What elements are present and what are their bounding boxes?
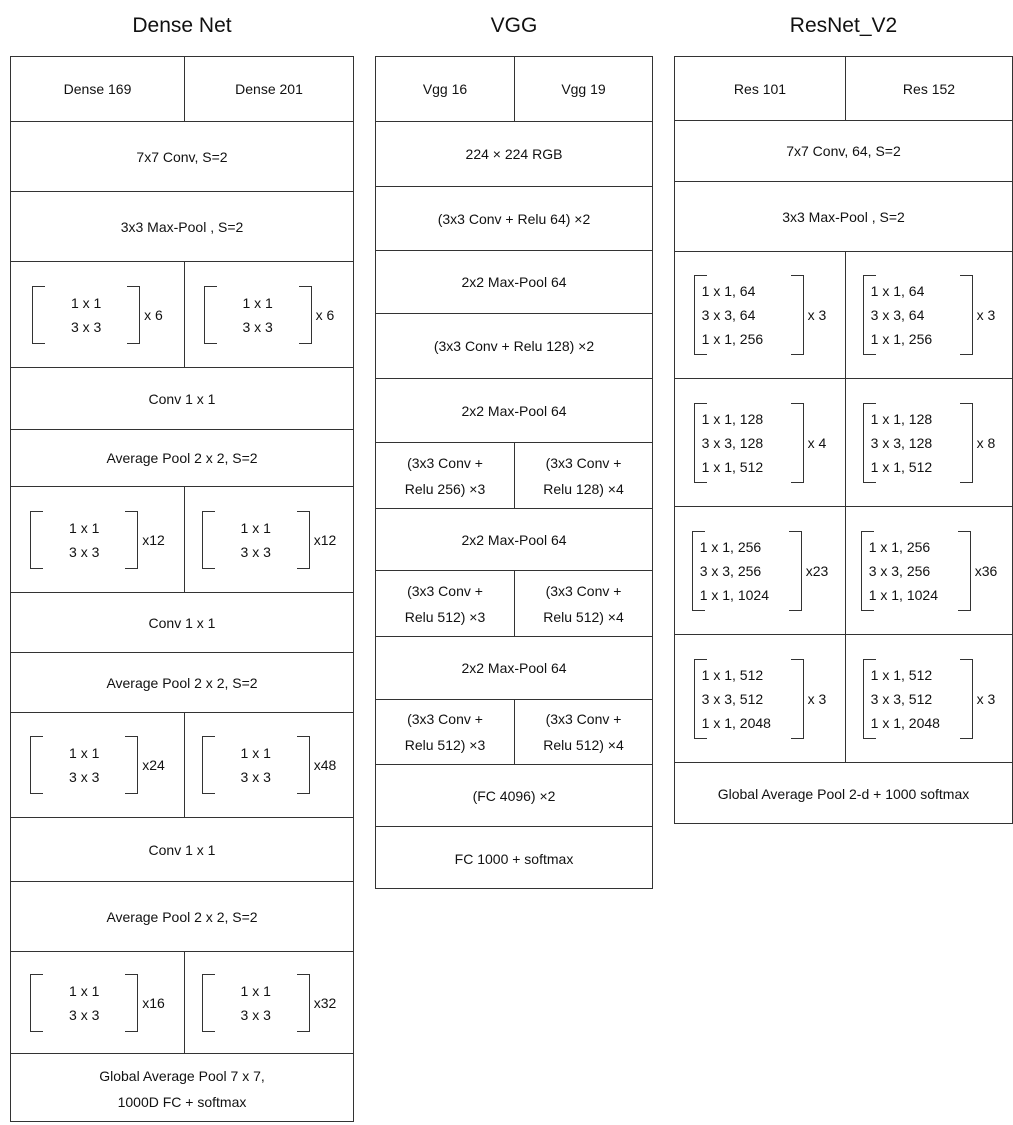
layer-line: 1 x 1 [69,519,100,536]
bracket [202,736,310,794]
dense-conv1-a: Conv 1 x 1 [148,390,216,407]
dense-avgpool-a: Average Pool 2 x 2, S=2 [106,450,258,466]
res-152-block-2 [845,379,1012,506]
vgg-16-conv512a [376,571,514,636]
layer-line: 1 x 1, 64 [701,283,756,299]
bracket [204,286,312,344]
vgg-19-header: Vgg 19 [514,57,652,121]
dense-conv7-row [11,122,353,192]
res-conv7: 7x7 Conv, 64, S=2 [786,143,901,159]
densenet-header-row [11,57,353,122]
dense-avgpool-a-row [11,430,353,487]
bracket [32,286,140,344]
layer-line: 1 x 1, 256 [699,538,762,555]
layer-line: 3 x 3 [242,318,273,335]
res-maxpool: 3x3 Max-Pool , S=2 [782,208,905,225]
dense-conv1-b-row [11,593,353,653]
vgg-header-row [376,57,652,122]
res-152-block-1 [845,252,1012,378]
res-152-header: Res 152 [845,57,1012,120]
layer-line: 1 x 1, 512 [701,666,764,683]
layer-line: 1 x 1, 128 [701,410,764,427]
dense-201-block-b [184,487,353,592]
repeat-count: x23 [805,562,829,579]
res-final: Global Average Pool 2-d + 1000 softmax [717,786,970,802]
dense-final [11,1054,353,1123]
dense-avgpool-c-row [11,882,353,952]
vgg-input-row [376,122,652,187]
dense-conv1-b: Conv 1 x 1 [148,614,216,631]
layer-line: 1 x 1, 256 [701,331,764,347]
vgg-pool1-row [376,251,652,314]
layer-line: 3 x 3, 512 [870,690,933,707]
dense-169-block-d [11,952,184,1053]
layer-line: 3 x 3, 128 [701,434,764,451]
res-152-block-3 [845,507,1012,634]
layer-line: 3 x 3 [70,318,102,335]
repeat-count: x 3 [976,307,996,323]
res-block-1-row [675,252,1012,379]
dense-169-block-a [11,262,184,367]
layer-line: 1 x 1 [242,294,273,311]
cell-line: (3x3 Conv + [545,454,622,471]
repeat-count: x 8 [976,434,996,451]
densenet-table [10,56,354,1122]
dense-block-c-row [11,713,353,818]
vgg-conv512b-row [376,700,652,765]
densenet-title: Dense Net [132,14,232,37]
bracket [861,531,971,611]
bracket [694,659,804,739]
repeat-count: x 3 [807,690,827,707]
layer-line: 3 x 3, 512 [701,690,764,707]
repeat-count: x24 [142,757,165,773]
vgg-pool3: 2x2 Max-Pool 64 [461,531,567,548]
dense-169-block-b [11,487,184,592]
cell-line: Relu 128) ×4 [543,480,624,497]
res-101-block-4 [675,635,845,762]
layer-line: 1 x 1 [70,294,102,311]
repeat-count: x 6 [144,306,163,323]
res-maxpool-row [675,182,1012,252]
repeat-count: x32 [313,994,337,1011]
layer-line: 3 x 3 [240,769,271,785]
resnet-header-row [675,57,1012,121]
res-block-2-row [675,379,1012,507]
vgg-conv64-row [376,187,652,251]
dense-block-b-row [11,487,353,593]
cell-line: Relu 512) ×3 [404,737,486,753]
bracket [202,974,310,1032]
cell-line: (3x3 Conv + [545,711,622,727]
layer-line: 1 x 1, 512 [701,458,764,475]
dense-final-line-2: 1000D FC + softmax [117,1093,247,1110]
vgg-fc4096-row [376,765,652,827]
dense-maxpool-row [11,192,353,262]
res-152-block-4 [845,635,1012,762]
dense-201-header: Dense 201 [184,57,353,121]
vgg-conv256-row [376,443,652,509]
cell-line: (3x3 Conv + [407,711,483,727]
bracket [863,275,973,355]
layer-line: 1 x 1 [69,982,100,999]
vgg-pool2-row [376,379,652,443]
vgg-pool4-row [376,637,652,700]
vgg-fc4096: (FC 4096) ×2 [472,787,556,804]
vgg-fc1000-row [376,827,652,890]
res-block-4-row [675,635,1012,763]
repeat-count: x 4 [807,434,827,451]
layer-line: 3 x 3, 64 [870,307,925,323]
vgg-conv512a-row [376,571,652,637]
vgg-title: VGG [490,14,538,37]
resnet-table [674,56,1013,824]
layer-line: 3 x 3, 256 [699,562,762,579]
bracket [30,974,138,1032]
layer-line: 1 x 1 [240,745,271,761]
dense-block-d-row [11,952,353,1054]
vgg-conv128-row [376,314,652,379]
cell-line: Relu 512) ×3 [404,608,486,625]
repeat-count: x 3 [976,690,996,707]
dense-conv1-c: Conv 1 x 1 [148,841,216,858]
layer-line: 1 x 1, 2048 [870,714,940,731]
cell-line: (3x3 Conv + [407,454,483,471]
dense-maxpool: 3x3 Max-Pool , S=2 [120,218,244,235]
dense-conv7: 7x7 Conv, S=2 [136,148,228,165]
vgg-19-conv256 [514,443,652,508]
res-block-3-row [675,507,1012,635]
layer-line: 1 x 1, 256 [868,538,931,555]
layer-line: 3 x 3 [69,1006,100,1023]
layer-line: 1 x 1 [240,519,271,536]
dense-avgpool-c: Average Pool 2 x 2, S=2 [106,908,258,925]
res-101-header: Res 101 [733,80,787,97]
dense-block-a-row [11,262,353,368]
vgg-table [375,56,653,889]
res-final-row [675,763,1012,825]
res-101-block-3 [675,507,845,634]
layer-line: 1 x 1, 256 [870,331,933,347]
vgg-conv128: (3x3 Conv + Relu 128) ×2 [433,338,595,354]
layer-line: 3 x 3, 64 [701,307,756,323]
layer-line: 3 x 3 [69,543,100,560]
layer-line: 3 x 3, 256 [868,562,931,579]
vgg-input: 224 × 224 RGB [465,146,563,162]
vgg-16-conv256 [376,443,514,508]
layer-line: 1 x 1, 512 [870,666,933,683]
layer-line: 3 x 3 [69,769,100,785]
repeat-count: x12 [142,531,165,548]
layer-line: 1 x 1, 1024 [699,586,769,603]
cell-line: Relu 512) ×4 [543,608,624,625]
cell-line: Relu 256) ×3 [404,480,486,497]
cell-line: (3x3 Conv + [545,582,622,599]
dense-169-header: Dense 169 [63,81,132,97]
res-101-block-1 [675,252,845,378]
vgg-16-conv512b [376,700,514,764]
repeat-count: x36 [974,562,998,579]
vgg-19-conv512b [514,700,652,764]
dense-avgpool-b-row [11,653,353,713]
layer-line: 3 x 3 [240,1006,271,1023]
layer-line: 1 x 1 [240,982,271,999]
bracket [694,275,804,355]
layer-line: 1 x 1 [69,745,100,761]
repeat-count: x12 [313,531,337,548]
dense-201-block-a [184,262,353,367]
vgg-pool3-row [376,509,652,571]
vgg-fc1000: FC 1000 + softmax [454,850,574,867]
vgg-19-conv512a [514,571,652,636]
vgg-pool4: 2x2 Max-Pool 64 [461,660,567,676]
repeat-count: x16 [142,994,165,1011]
layer-line: 1 x 1, 512 [870,458,933,475]
vgg-pool1: 2x2 Max-Pool 64 [461,274,567,290]
bracket [202,511,310,569]
dense-201-block-c [184,713,353,817]
vgg-conv64: (3x3 Conv + Relu 64) ×2 [437,210,591,227]
cell-line: (3x3 Conv + [407,582,483,599]
res-101-block-2 [675,379,845,506]
layer-line: 3 x 3 [240,543,271,560]
dense-avgpool-b: Average Pool 2 x 2, S=2 [106,674,258,691]
dense-final-row [11,1054,353,1123]
vgg-pool2: 2x2 Max-Pool 64 [461,402,567,419]
bracket [30,511,138,569]
res-conv7-row [675,121,1012,182]
dense-conv1-c-row [11,818,353,882]
resnet-title: ResNet_V2 [789,14,898,37]
repeat-count: x48 [313,757,337,773]
dense-final-line-1: Global Average Pool 7 x 7, [99,1067,265,1084]
dense-201-block-d [184,952,353,1053]
repeat-count: x 3 [807,307,827,323]
bracket [863,659,973,739]
bracket [30,736,138,794]
vgg-16-header: Vgg 16 [422,81,468,97]
layer-line: 1 x 1, 64 [870,283,925,299]
layer-line: 1 x 1, 2048 [701,714,771,731]
layer-line: 1 x 1, 1024 [868,586,938,603]
cell-line: Relu 512) ×4 [543,737,624,753]
bracket [694,403,804,483]
layer-line: 3 x 3, 128 [870,434,933,451]
bracket [863,403,973,483]
dense-conv1-a-row [11,368,353,430]
layer-line: 1 x 1, 128 [870,410,933,427]
repeat-count: x 6 [315,306,335,323]
bracket [692,531,802,611]
dense-169-block-c [11,713,184,817]
